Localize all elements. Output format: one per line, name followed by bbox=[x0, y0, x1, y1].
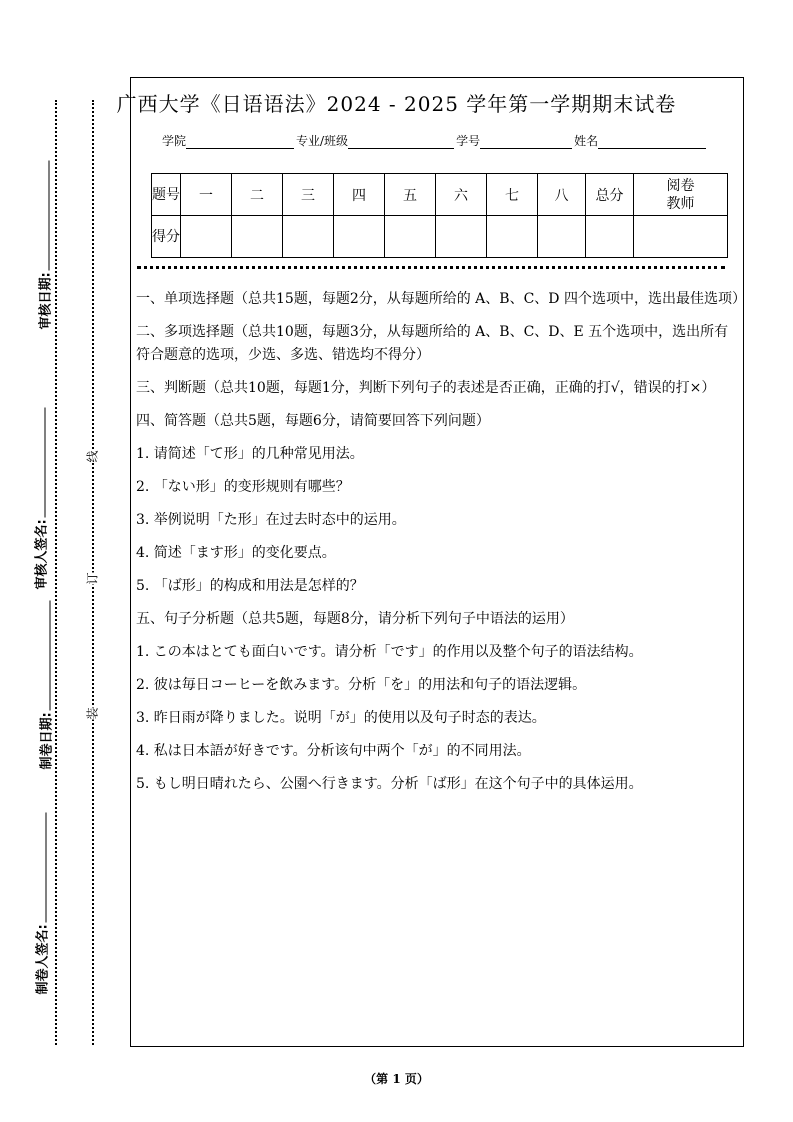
section-4-question: 5. 「ば形」的构成和用法是怎样的？ bbox=[136, 578, 364, 594]
name-field[interactable] bbox=[598, 136, 706, 149]
score-cell[interactable] bbox=[436, 216, 487, 258]
exam-content bbox=[136, 288, 746, 806]
score-col-5: 五 bbox=[385, 174, 436, 216]
section-3-instructions: 三、判断题（总共10题，每题1分，判断下列句子的表述是否正确，正确的打√，错误的打×） bbox=[136, 380, 716, 396]
score-col-total: 总分 bbox=[586, 174, 634, 216]
score-cell[interactable] bbox=[283, 216, 334, 258]
major-class-field[interactable] bbox=[348, 136, 454, 149]
student-id-field[interactable] bbox=[480, 136, 572, 149]
score-cell[interactable] bbox=[385, 216, 436, 258]
section-5-question: 3. 昨日雨が降りました。说明「が」的使用以及句子时态的表达。 bbox=[136, 710, 546, 726]
score-cell[interactable] bbox=[181, 216, 232, 258]
paper-date-label: 制卷日期: bbox=[36, 620, 55, 770]
binding-bind-char: 装 bbox=[85, 707, 100, 720]
score-col-8: 八 bbox=[538, 174, 586, 216]
page-footer: （第 1 页） bbox=[364, 1072, 429, 1086]
review-date-label: 审核日期: bbox=[35, 190, 54, 330]
score-table-score-row bbox=[152, 216, 728, 258]
section-separator bbox=[137, 266, 725, 269]
score-col-4: 四 bbox=[334, 174, 385, 216]
score-row-header: 得分 bbox=[152, 216, 181, 258]
reviewer-signature-label: 审核人签名: bbox=[31, 430, 50, 590]
college-field[interactable] bbox=[186, 136, 294, 149]
score-table bbox=[151, 173, 728, 258]
score-col-2: 二 bbox=[232, 174, 283, 216]
score-col-1: 一 bbox=[181, 174, 232, 216]
section-5-question: 5. もし明日晴れたら、公園へ行きます。分析「ば形」在这个句子中的具体运用。 bbox=[136, 776, 643, 792]
major-class-label: 专业/班级 bbox=[296, 134, 349, 148]
question-number-header: 题号 bbox=[152, 174, 181, 216]
section-4-question: 2. 「ない形」的变形规则有哪些？ bbox=[136, 479, 350, 495]
section-4-question: 1. 请简述「て形」的几种常见用法。 bbox=[136, 446, 364, 462]
binding-staple-char: 订 bbox=[85, 572, 100, 585]
score-table-header-row bbox=[152, 174, 728, 216]
section-4-question: 4. 简述「ます形」的变化要点。 bbox=[136, 545, 336, 561]
score-cell[interactable] bbox=[232, 216, 283, 258]
section-4-instructions: 四、简答题（总共5题，每题6分，请简要回答下列问题） bbox=[136, 413, 490, 429]
grader-header: 阅卷教师 bbox=[634, 174, 728, 216]
score-col-7: 七 bbox=[487, 174, 538, 216]
section-1-instructions: 一、单项选择题（总共15题，每题2分，从每题所给的 A、B、C、D 四个选项中，选出最佳选项） bbox=[136, 291, 746, 307]
score-col-6: 六 bbox=[436, 174, 487, 216]
college-label: 学院 bbox=[162, 134, 187, 148]
score-cell[interactable] bbox=[586, 216, 634, 258]
student-id-label: 学号 bbox=[456, 134, 481, 148]
name-label: 姓名 bbox=[574, 134, 599, 148]
section-5-question: 2. 彼は毎日コーヒーを飲みます。分析「を」的用法和句子的语法逻辑。 bbox=[136, 677, 587, 693]
section-5-instructions: 五、句子分析题（总共5题，每题8分，请分析下列句子中语法的运用） bbox=[136, 611, 574, 627]
score-col-3: 三 bbox=[283, 174, 334, 216]
paper-maker-signature-label: 制卷人签名: bbox=[32, 825, 51, 995]
grader-cell[interactable] bbox=[634, 216, 728, 258]
exam-title: 广西大学《日语语法》2024 - 2025 学年第一学期期末试卷 bbox=[116, 92, 677, 116]
margin-dotted-line-outer bbox=[55, 100, 57, 1045]
score-cell[interactable] bbox=[334, 216, 385, 258]
score-cell[interactable] bbox=[487, 216, 538, 258]
binding-line-char: 线 bbox=[85, 450, 100, 463]
student-info-row bbox=[162, 132, 708, 149]
section-5-question: 4. 私は日本語が好きです。分析该句中两个「が」的不同用法。 bbox=[136, 743, 531, 759]
section-2-instructions: 二、多项选择题（总共10题，每题3分，从每题所给的 A、B、C、D、E 五个选项中，选出所有符合题意的选项，少选、多选、错选均不得分） bbox=[136, 324, 729, 363]
score-cell[interactable] bbox=[538, 216, 586, 258]
section-5-question: 1. この本はとても面白いです。请分析「です」的作用以及整个句子的语法结构。 bbox=[136, 644, 643, 660]
section-4-question: 3. 举例说明「た形」在过去时态中的运用。 bbox=[136, 512, 406, 528]
